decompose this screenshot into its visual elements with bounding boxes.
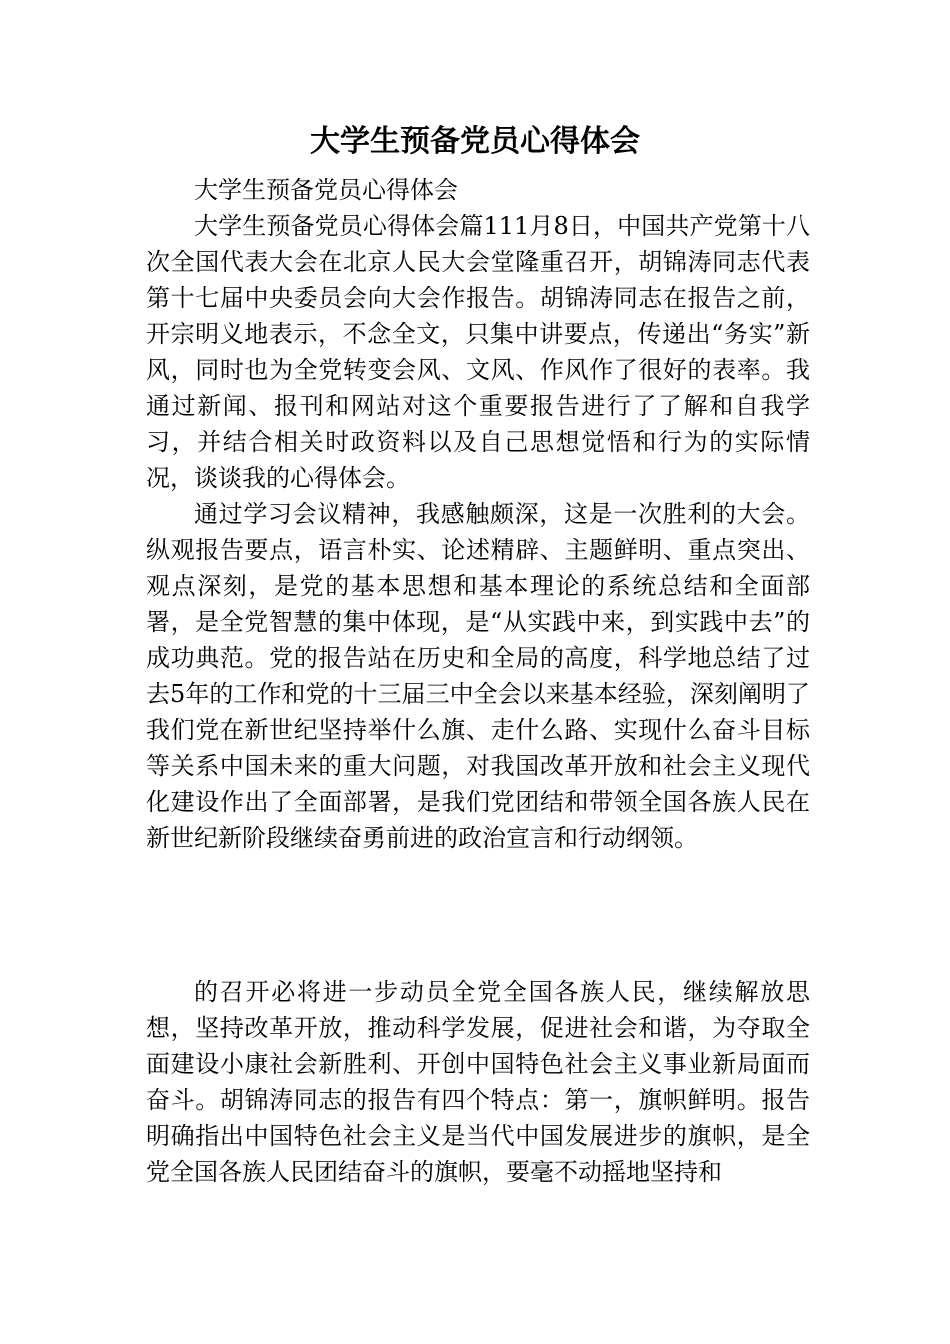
- paragraph-2: 通过学习会议精神，我感触颇深，这是一次胜利的大会。纵观报告要点，语言朴实、论述精辟、主题鲜明、重点突出、观点深刻，是党的基本思想和基本理论的系统总结和全面部署，是全党智慧的集中体现，是“从实践中来，到实践中去”的成功典范。党的报告站在历史和全局的高度，科学地总结了过去5年的工作和党的十三届三中全会以来基本经验，深刻阐明了我们党在新世纪坚持举什么旗、走什么路、实现什么奋斗目标等关系中国未来的重大问题，对我国改革开放和社会主义现代化建设作出了全面部署，是我们党团结和带领全国各族人民在新世纪新阶段继续奋勇前进的政治宣言和行动纲领。: [146, 500, 810, 852]
- document-title: 大学生预备党员心得体会: [310, 124, 640, 159]
- paragraph-3: 的召开必将进一步动员全党全国各族人民，继续解放思想，坚持改革开放，推动科学发展，促进社会和谐，为夺取全面建设小康社会新胜利、开创中国特色社会主义事业新局面而奋斗。胡锦涛同志的报告有四个特点：第一，旗帜鲜明。报告明确指出中国特色社会主义是当代中国发展进步的旗帜，是全党全国各族人民团结奋斗的旗帜，要毫不动摇地坚持和: [146, 978, 810, 1186]
- document-body-upper: [146, 172, 810, 856]
- document-subtitle: 大学生预备党员心得体会: [194, 176, 458, 204]
- document-body-lower: [146, 974, 810, 1190]
- paragraph-1: 大学生预备党员心得体会篇111月8日，中国共产党第十八次全国代表大会在北京人民大会堂隆重召开，胡锦涛同志代表第十七届中央委员会向大会作报告。胡锦涛同志在报告之前，开宗明义地表示，不念全文，只集中讲要点，传递出“务实”新风，同时也为全党转变会风、文风、作风作了很好的表率。我通过新闻、报刊和网站对这个重要报告进行了了解和自我学习，并结合相关时政资料以及自己思想觉悟和行为的实际情况，谈谈我的心得体会。: [146, 212, 810, 492]
